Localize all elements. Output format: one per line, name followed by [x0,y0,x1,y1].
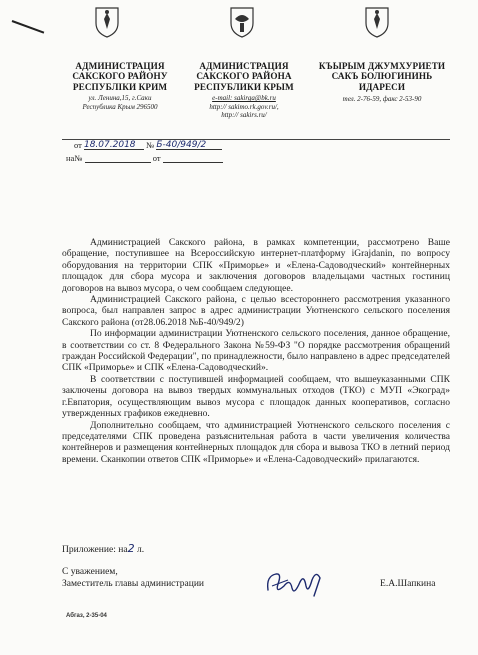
ref-num-label: № [146,140,155,150]
body-paragraph: В соответствии с поступившей информацией сообщаем, что вышеуказанными СПК заключены договора на вывоз твердых коммунальных отходов (ТКО) с МУП «Экоград» г.Евпатория, осуществляющим вывоз мусора с площадок данных кооперативов, согласно утвержденных графиков ежедневно. [62,373,450,420]
executor-note: Абгаз, 2-35-04 [66,613,107,619]
header-right-phones: тел. 2-76-59, факс 2-53-90 [342,95,422,103]
address-line: Республика Крым 296500 [82,102,158,111]
closing-greeting: С уважением, [62,566,118,577]
header-left-block [60,61,180,92]
website-text: http:// sakimo.rk.gov.ru/, [209,102,279,111]
ref-in-date-field [163,152,223,163]
center-coat-of-arms-icon [227,5,257,39]
ref-number-handwritten: Б-40/949/2 [156,140,207,150]
body-paragraph: Администрацией Сакского района, в рамках компетенции, рассмотрено Ваше обращение, поступившее на Всероссийскую интернет-платформу iGrajdanin, по вопросу оборудования на территории СПК «Приморье» и «Елена-Садоводческий» контейнерных площадок для сбора мусора и заключения договоров владельцами частных гостиниц договоров на вывоз мусора, о чем сообщаем следующее. [62,237,450,294]
website-text: http:// sakirs.ru/ [221,111,267,119]
letter-body [62,237,450,465]
handwritten-signature-icon [262,566,328,602]
header-left-address [60,94,180,111]
header-center-block [186,61,302,92]
header-right-line: ИДАРЕСИ [358,81,406,92]
ref-in-number-field [85,152,151,163]
attachment-line [62,543,450,555]
header-center-contacts [186,94,302,120]
corner-pen-mark [12,20,45,34]
header-right-line: КЪЫРЫМ ДЖУМХУРИЕТИ [318,61,446,71]
header-right-block [318,61,446,92]
incoming-reference [66,152,223,163]
left-coat-of-arms-icon [92,5,122,39]
attachment-suffix: л. [137,544,145,555]
ref-in-date-label: от [152,153,161,163]
attachment-label: Приложение: на [62,544,128,555]
header-center-line: САКСКОГО РАЙОНА [196,71,292,82]
body-paragraph: По информации администрации Уютненского сельского поселения, данное обращение, в соответствии со ст. 8 Федерального Закона №59-ФЗ "О порядке рассмотрения обращений граждан Российской Федерации", по принадлежности, было направлено в адрес председателей СПК «Приморье» и СПК «Елена-Садоводческий». [62,328,450,374]
ref-date-field [84,139,144,150]
header-left-line: САКСКОГО РАЙОНУ [72,71,168,82]
ref-in-num-label: на№ [66,153,83,163]
email-text: e-mail: sakirga@bk.ru [212,94,276,102]
header-right-line: САКЪ БОЛЮГИНИНЬ [331,71,433,82]
header-left-line: АДМИНИСТРАЦИЯ [75,61,165,71]
header-center-line: РЕСПУБЛИКИ КРЫМ [194,81,294,92]
address-line: ул. Ленина,15, г.Саки [88,94,152,102]
signatory-name: Е.А.Шапкина [380,578,436,589]
signatory-position: Заместитель главы администрации [62,578,205,589]
right-coat-of-arms-icon [362,5,392,39]
attachment-count-handwritten: 2 [127,542,135,555]
ref-from-label: от [74,140,82,150]
outgoing-reference [74,139,222,150]
header-left-line: РЕСПУБЛІКИ КРИМ [72,81,168,92]
ref-date-handwritten: 18.07.2018 [83,140,136,150]
body-paragraph: Дополнительно сообщаем, что администрацией Уютненского сельского поселения с председателями СПК проведена разъяснительная работа в части увеличения количества контейнеров и размещения контейнерных площадок для сбора и вывоза ТКО в летний период времени. Сканкопии ответов СПК «Приморье» и «Елена-Садоводческий» прилагаются. [62,419,450,465]
header-center-line: АДМИНИСТРАЦИЯ [199,61,289,71]
body-paragraph: Администрацией Сакского района, с целью всестороннего рассмотрения указанного вопроса, был направлен запрос в адрес администрации Уютненского сельского поселения Сакского района (от28.06.2018 №Б-40/949/2) [62,294,450,328]
ref-number-field [156,139,222,150]
